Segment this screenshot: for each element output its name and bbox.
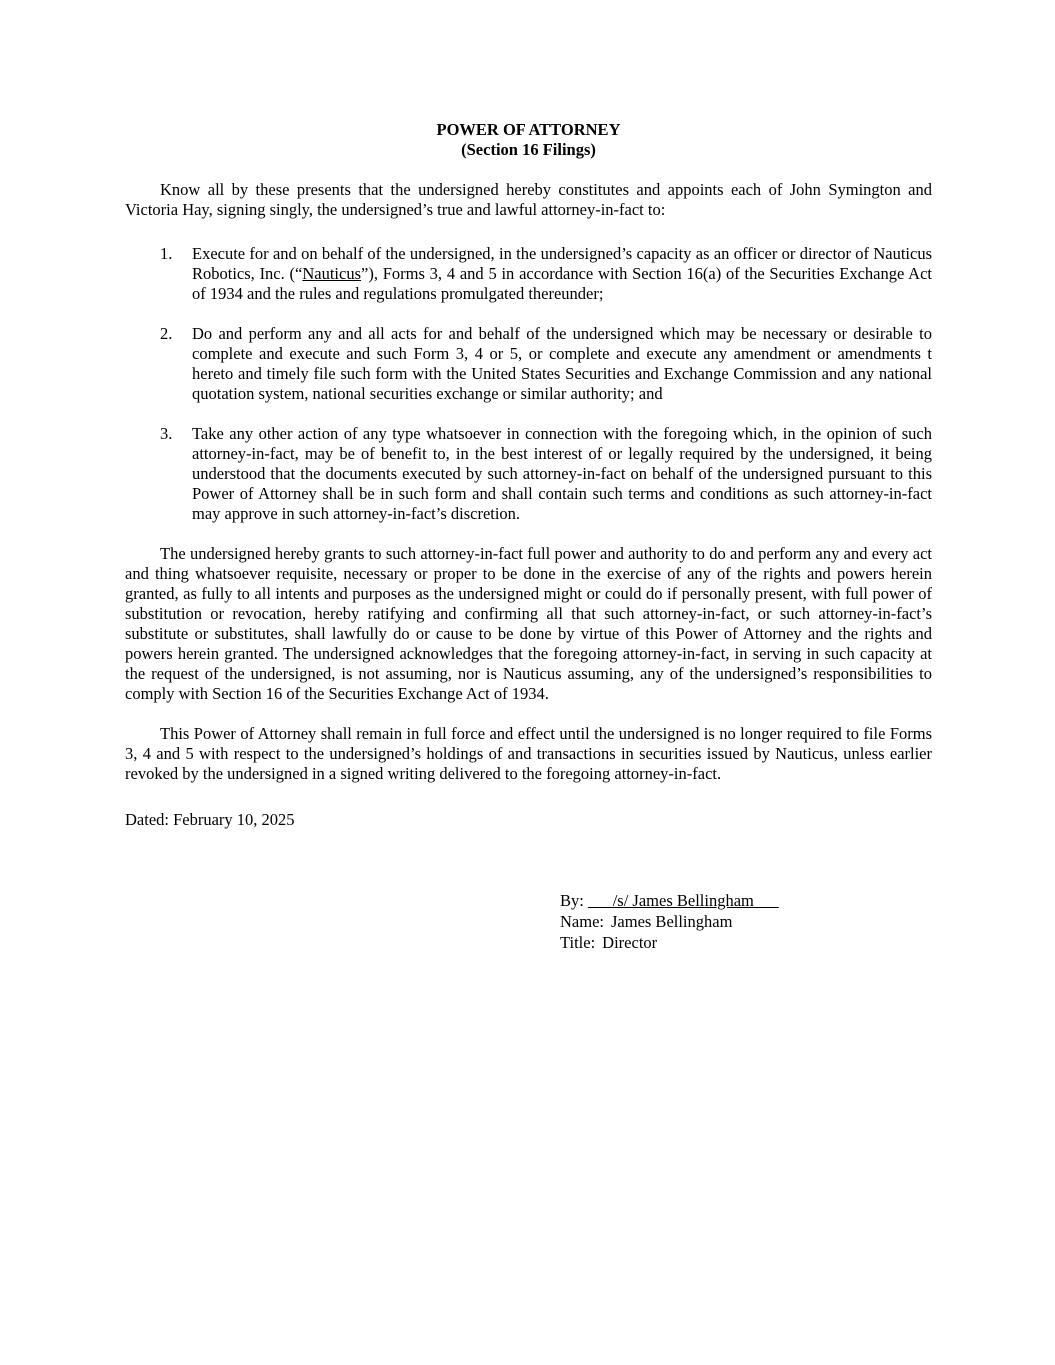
document-title: POWER OF ATTORNEY (436, 120, 621, 139)
list-item-2-number: 2. (160, 324, 173, 343)
signature-title-row (560, 932, 932, 953)
signature-name-row (560, 911, 932, 932)
powers-list (125, 244, 932, 524)
signature-by-value: ___/s/ James Bellingham___ (587, 891, 779, 910)
signature-title-label: Title: (560, 933, 596, 952)
list-item-2 (125, 324, 932, 404)
list-item-3-text: Take any other action of any type whatsoever in connection with the foregoing which, in the opinion of such attorney-in-fact, may be of benefit to, in the best interest of or legally required by the undersigned, it being understood that the documents executed by such attorney-in-fact on behalf of the undersigned pursuant to this Power of Attorney shall be in such form and shall contain such terms and conditions as such attorney-in-fact may approve in such attorney-in-fact’s discretion. (192, 424, 932, 523)
dated-line: Dated: February 10, 2025 (125, 810, 295, 829)
list-item-3-number: 3. (160, 424, 173, 443)
signature-by-row (560, 890, 932, 911)
duration-paragraph: This Power of Attorney shall remain in full force and effect until the undersigned is no longer required to file Forms 3, 4 and 5 with respect to the undersigned’s holdings of and transactions in securities issued by Nauticus, unless earlier revoked by the undersigned in a signed writing delivered to the foregoing attorney-in-fact. (125, 724, 932, 783)
list-item-2-text: Do and perform any and all acts for and behalf of the undersigned which may be necessary or desirable to complete and execute and such Form 3, 4 or 5, or complete and execute any amendment or amendments t hereto and timely file such form with the United States Securities and Exchange Commission and any national quotation system, national securities exchange or similar authority; and (192, 324, 932, 403)
signature-name-label: Name: (560, 912, 604, 931)
intro-paragraph: Know all by these presents that the undersigned hereby constitutes and appoints each of John Symington and Victoria Hay, signing singly, the undersigned’s true and lawful attorney-in-fact to: (125, 180, 932, 219)
list-item-1-number: 1. (160, 244, 173, 263)
document-subtitle: (Section 16 Filings) (461, 140, 596, 159)
list-item-1 (125, 244, 932, 304)
list-item-3 (125, 424, 932, 524)
list-item-1-text-pre: Execute for and on behalf of the undersigned, in the undersigned’s capacity as an officer or director of Nauticus Robotics, Inc. (“ (192, 244, 932, 283)
signature-title-value: Director (602, 933, 658, 952)
signature-by-label: By: (560, 891, 584, 910)
signature-name-value: James Bellingham (610, 912, 733, 931)
nauticus-defined-term: Nauticus (302, 264, 362, 283)
grant-paragraph: The undersigned hereby grants to such attorney-in-fact full power and authority to do and perform any and every act and thing whatsoever requisite, necessary or proper to be done in the exercise of any of the rights and powers herein granted, as fully to all intents and purposes as the undersigned might or could do if personally present, with full power of substitution or revocation, hereby ratifying and confirming all that such attorney-in-fact, or such attorney-in-fact’s substitute or substitutes, shall lawfully do or cause to be done by virtue of this Power of Attorney and the rights and powers herein granted. The undersigned acknowledges that the foregoing attorney-in-fact, in serving in such capacity at the request of the undersigned, is not assuming, nor is Nauticus assuming, any of the undersigned’s responsibilities to comply with Section 16 of the Securities Exchange Act of 1934. (125, 544, 932, 703)
signature-block (560, 890, 932, 953)
list-item-1-text-post: ”), Forms 3, 4 and 5 in accordance with Section 16(a) of the Securities Exchange Act of 1934 and the rules and regulations promulgated thereunder; (192, 264, 932, 303)
